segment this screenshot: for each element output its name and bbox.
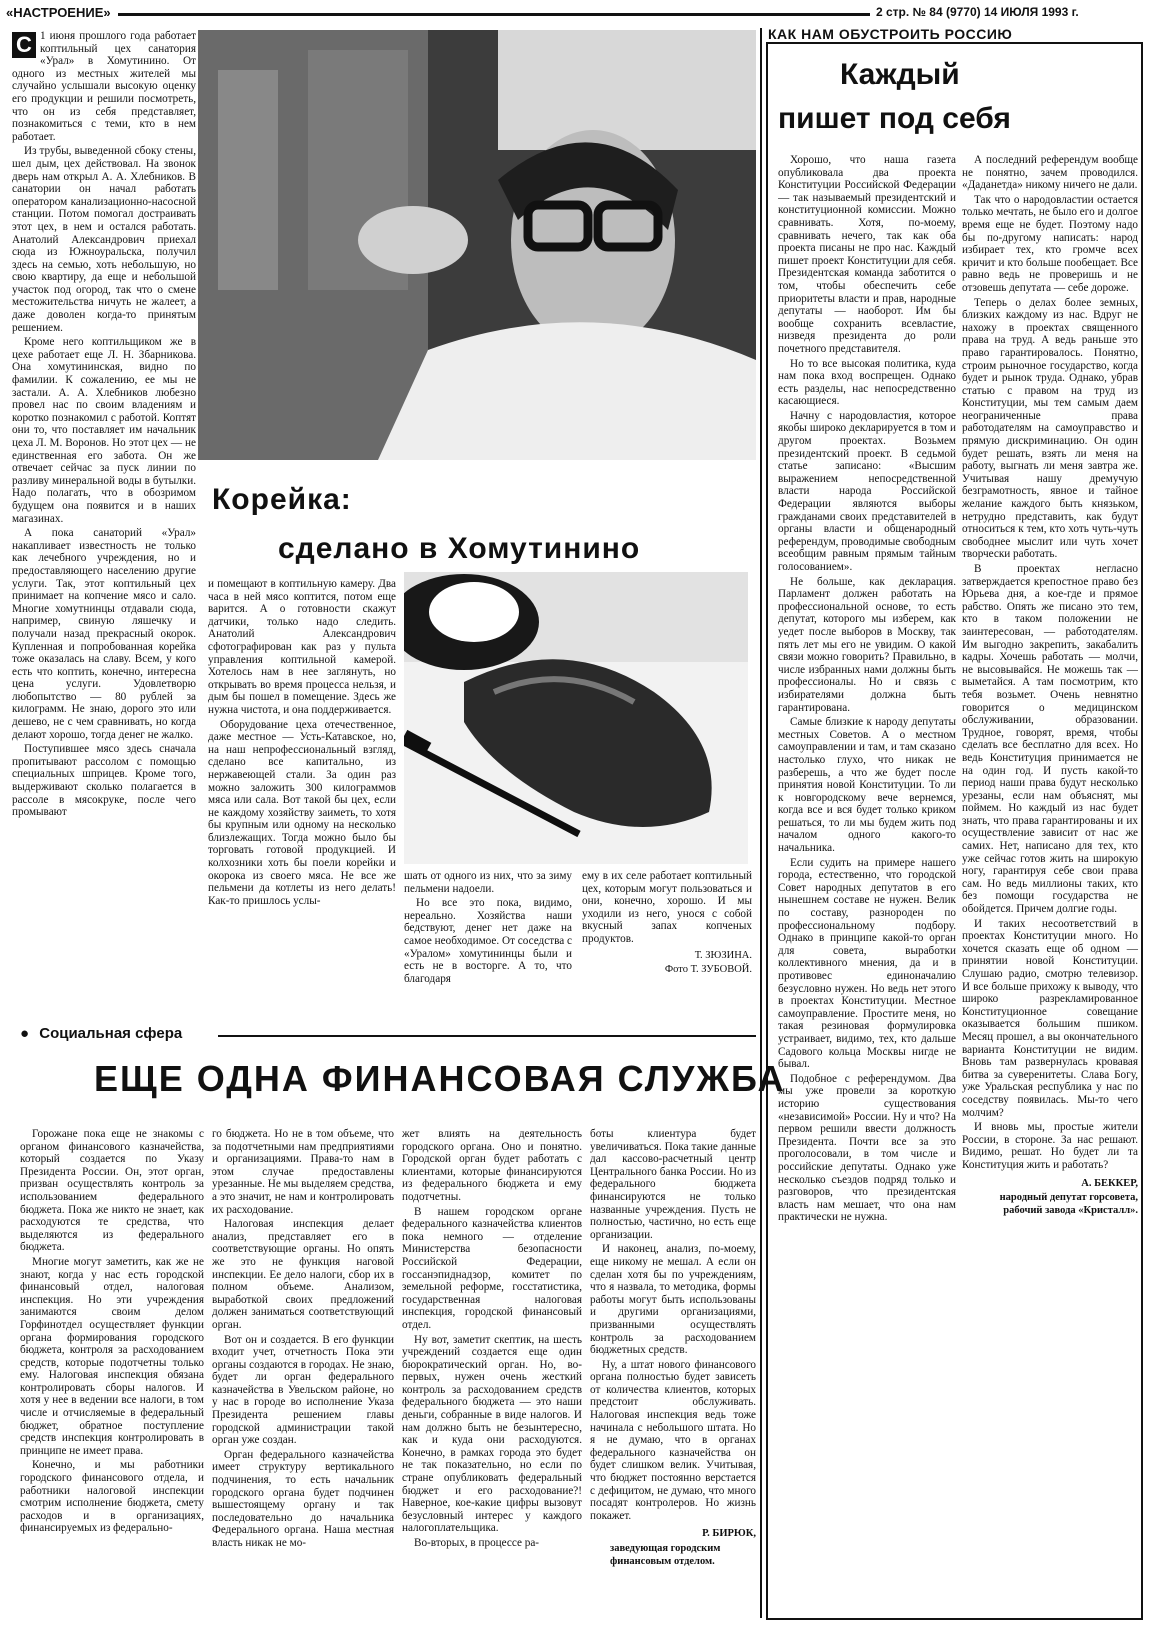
kazhdy-column-1 [778, 154, 956, 1614]
paragraph: Налоговая инспекция делает анализ, представляет его в соответствующие органы. Но опять же это не функция наговой инспекции. Ее дело налоги, сбор их в полном объеме. Анализом, выработкой своих предложений должен заниматься соответствующий орган. [212, 1218, 394, 1331]
paragraph: шать от одного из них, что за зиму пельмени надоели. [404, 870, 572, 895]
korejka-dropcap: С [12, 32, 36, 58]
photo-credit: Фото Т. ЗУБОВОЙ. [664, 964, 752, 976]
finance-rubric [20, 1025, 182, 1042]
paragraph: Хорошо, что наша газета опубликовала два проекта Конституции Российской Федерации — так называемый президентский и конституционной комиссии. Можно сравнивать. Хотя, по-моему, сравнивать нечего, так как оба проекта писаны не про нас. Каждый пишет проект Конституции для себя. Президентская команда заботится о том, чтобы обеспечить себе приоритеты власти и прав, народные депутаты — наоборот. Им бы вообще сохранить всевластие, низведя президента до роли почетного представителя. [778, 154, 956, 355]
paragraph: Оборудование цеха отечественное, даже местное — Усть-Катавское, но, на наш непрофессиональный взгляд, сделано все капитально, из нержавеющей стали. За один раз можно заложить 300 килограммов мяса или сала. Вот такой бы цех, если не каждому хозяйству заиметь, то хотя бы крупным или одному на несколько близлежащих. Тогда можно было бы торговать готовой продукцией. И колхозники хоть бы поели корейки и окорока из своего мяса. Не все же пельмени да котлеты из него делать! Как-то пришлось услы- [208, 718, 396, 907]
finance-column-2 [212, 1128, 394, 1618]
header-rule [118, 13, 870, 16]
korejka-column-2 [208, 578, 396, 983]
paragraph: Горожане пока еще не знакомы с органом финансового казначейства, который создается по Указу Президента России. Он, этот орган, призван осуществлять контроль за использованием федерального бюджета. Пока же никто не знает, как расходуются те средства, что выделяются из федерального бюджета. [20, 1128, 204, 1254]
paragraph: Если судить на примере нашего города, естественно, что городской Совет народных депутатов в его нынешнем составе не нужен. Велик по составу, разнороден по профессиональному подбору. Однако в принципе какой-то орган для совета, выработки коллективного мнения, да и в противовес единоначалию безусловно нужен. Но ведь нет этого в проектах Конституции. Местное самоуправление. Простите меня, но такая резиновая формулировка устраивает, видимо, тех, кто дальше Садового кольца Москвы нигде не бывал. [778, 856, 956, 1071]
section-label: «НАСТРОЕНИЕ» [6, 5, 111, 20]
kazhdy-column-2 [962, 154, 1138, 1614]
bullet-icon: ● [20, 1025, 30, 1042]
paragraph: Теперь о делах более земных, близких каждому из нас. Вдруг не нахожу в проектах священного права на труд. А ведь раньше это право гарантировалось. Понятно, строим рыночное государство, когда будет и рынок труда. Однако, убрав статью с правом на труд из Конституции, мы тем самым даем неограниченные права работодателям на самоуправство и прямую дискриминацию. Он один будет решать, взять ли меня на работу, выгнать ли меня завтра же. Учитывая нашу дремучую безграмотность, явное и тайное желание каждого быть князьком, нетрудно представить, как будут относиться к тем, кто хоть чуть-чуть свободнее мыслит или чуть хочет творчески работать. [962, 296, 1138, 561]
paragraph: Подобное с референдумом. Два мы уже провели за короткую историю существования «независимой» России. Ну и что? На первом решили ввести должность Президента. Почти все за это проголосовали, в том числе и российские депутаты. Однако уже несколько съездов подряд только и разговоров, что президентская власть нам мешает, что она нам практически не нужна. [778, 1072, 956, 1224]
kazhdy-author: А. БЕККЕР, [1081, 1177, 1138, 1189]
paragraph: И наконец, анализ, по-моему, еще никому не мешал. А если он сделан хотя бы по учреждениям, что я назвала, то методика, формы работы могут быть использованы и другими организациями, призванными осуществлять контроль за расходованием бюджетных средств. [590, 1243, 756, 1357]
paragraph: Ну, а штат нового финансового органа полностью будет зависеть от количества клиентов, которых предстоит обслуживать. Налоговая инспекция ведь тоже начинала с небольшого штата. Но я не думаю, что в органах федерального казначейства он будет слишком велик. Учитывая, что бюджет постоянно верстается с дефицитом, не думаю, что много посадят контролеров. Но жизнь покажет. [590, 1358, 756, 1522]
photo-operator-image [198, 30, 756, 460]
korejka-title-line1: Корейка: [212, 483, 352, 516]
kazhdy-rubric: КАК НАМ ОБУСТРОИТЬ РОССИЮ [768, 26, 1016, 42]
paragraph: И вновь мы, простые жители России, в стороне. За нас решают. Видимо, решат. Но будет ли та Конституция жить и работать? [962, 1121, 1138, 1171]
finance-author-title: заведующая городским финансовым отделом. [610, 1543, 721, 1567]
paragraph: жет влиять на деятельность городского органа. Оно и понятно. Городской орган будет работать с клиентами, которые финансируются из федерального бюджета и ему подотчетны. [402, 1128, 582, 1203]
author: Т. ЗЮЗИНА. [694, 949, 752, 961]
photo-meat-image [404, 572, 748, 864]
finance-column-1 [20, 1128, 204, 1618]
paragraph: Конечно, и мы работники городского финансового отдела, и работники налоговой инспекции смотрим исполнение бюджета, смету расходов и в организациях, финансируемых из федерально- [20, 1459, 204, 1535]
paragraph: 1 июня прошлого года работает коптильный цех санатория «Урал» в Хомутинино. От одного из местных жителей мы случайно услышали высокую оценку его продукции и решили посмотреть, что он из себя представляет, познакомиться с теми, кто в нем работает. [12, 30, 196, 143]
issue-info: 2 стр. № 84 (9770) 14 ИЮЛЯ 1993 г. [876, 5, 1079, 19]
finance-title: ЕЩЕ ОДНА ФИНАНСОВАЯ СЛУЖБА [94, 1058, 786, 1099]
paragraph: ему в их селе работает коптильный цех, которым могут пользоваться и они, конечно, хорошо. И мы уходили из него, унося с собой вкусный запах копченых продуктов. [582, 870, 752, 945]
finance-column-3 [402, 1128, 582, 1618]
paragraph: боты клиентура будет увеличиваться. Пока такие данные дал кассово-расчетный центр Центрального банка России. Но из федерального бюджета финансируются не только названные учреждения. Пусть не полностью, частично, но есть еще организации. [590, 1128, 756, 1241]
paragraph: го бюджета. Но не в том объеме, что за подотчетными нам предприятиями и организациями. Права-то нам в этом случае предоставлены урезанные. Не мы выделяем средства, а это значит, не нам и контролировать их расходование. [212, 1128, 394, 1216]
photo-operator [198, 30, 756, 460]
kazhdy-title-line2: пишет под себя [778, 102, 1011, 135]
vertical-divider [760, 28, 762, 1618]
paragraph: Начну с народовластия, которое якобы широко декларируется в том и другом проектах. Возьмем президентский проект. В седьмой статье записано: «Высшим выражением непосредственной власти народа Российской Федерации являются выборы гражданами своих представителей в органы власти и общенародный референдум, проводимые свободным всеобщим равным прямым тайным голосованием». [778, 409, 956, 573]
paragraph: А пока санаторий «Урал» накапливает известность не только как лечебного учреждения, но и предоставляющего населению другие услуги. Так, этот коптильный цех принимает на копчение мясо и сало. Многие хомутнинцы отдавали сюда, например, свиную ляшечку и получали назад прекрасный окорок. Купленная и попробованная корейка тоже оказалась на славу. Всем, у кого есть что коптить, конечно, интересна цена услуги. Удовлетворю любопытство — 80 рублей за килограмм. Не знаю, дорого это или дешево, не с чем сравнивать, но когда делают хорошо, тогда денег не жалко. [12, 527, 196, 741]
paragraph: Поступившее мясо здесь сначала пропитывают рассолом с помощью специальных шприцев. Кроме того, выдерживают сколько полагается в рассоле в мясокруке, после чего промывают [12, 743, 196, 819]
finance-column-4 [590, 1128, 756, 1618]
photo-meat [404, 572, 748, 864]
paragraph: Но все это пока, видимо, нереально. Хозяйства наши бедствуют, денег нет даже на самое необходимое. От соседства с «Уралом» хомутининцы были и есть не в восторге. А то, что благодаря [404, 897, 572, 985]
kazhdy-author-title: народный депутат горсовета, рабочий завода «Кристалл». [999, 1192, 1138, 1216]
paragraph: Но то все высокая политика, куда нам пока вход воспрещен. Однако есть разделы, нас непосредственно касающиеся. [778, 357, 956, 408]
finance-author: Р. БИРЮК, [702, 1528, 756, 1540]
paragraph: А последний референдум вообще не понятно, зачем проводился. «Даданетда» никому ничего не дали. [962, 154, 1138, 192]
korejka-column-3 [404, 870, 572, 985]
paragraph: Не больше, как декларация. Парламент должен работать на профессиональной основе, то есть депутат, которого мы изберем, как уедет после выборов в Москву, так пять лет мы его не увидим. О какой связи можно говорить? Правильно, в числе избранных нами должны быть профессионалы. Но и связь с избирателями должна быть гарантирована. [778, 575, 956, 714]
paragraph: Вот он и создается. В его функции входит учет, отчетность Пока эти органы создаются в городах. Не знаю, будет ли орган федерального казначейства в Увельском районе, но у нас в городе во исполнение Указа Президента решением главы городской администрации такой орган уже создан. [212, 1333, 394, 1447]
paragraph: В проектах негласно затверждается крепостное право без Юрьева дня, а кое-где и прямое рабство. Опять же писано это тем, кто в таком положении не заинтересован, — работодателям. Им выгодно закрепить, закабалить кадры. Хочешь работать — молчи, не высовывайся. Не можешь так — выметайся. А там посмотрим, кто тебя возьмет. Очень невнятно говорится о медицинском обслуживании, образовании. Трудное, говорят, время, чтобы сделать все бесплатно для всех. Но ведь Конституция принимается не на один год. И пусть какой-то период наши права будут несколько урезаны, если нам объяснят, мы поймем. Но каждый из нас будет знать, что права гарантированы и их осуществление зависит от нас же самих. Нет, написано для тех, кто уже сейчас готов жить на широкую ногу, гарантируя себе свои права сам. Но ведь миллионы таких, кто без помощи государства не обойдется. Причем долгие годы. [962, 563, 1138, 916]
paragraph: Из трубы, выведенной сбоку стены, шел дым, цех действовал. На звонок дверь нам открыл А. А. Хлебников. В санатории он начал работать оператором канализационно-насосной станции. Потом помогал достраивать этот цех, в нем и остался работать. Анатолий Александрович приехал сюда из Южноуральска, получил здесь на семью, хоть небольшую, но свою квартиру, да еще и небольшой участок под огород, так что о смене местожительства ничуть не жалеет, а даже доволен когда-то принятым решением. [12, 145, 196, 334]
paragraph: В нашем городском органе федерального казначейства клиентов пока немного — отделение Министерства безопасности Российской Федерации, госсанэпиднадзор, комитет по земельной реформе, госстатистика, государственная налоговая инспекция, городской финансовый отдел. [402, 1205, 582, 1331]
korejka-title-line2: сделано в Хомутинино [278, 532, 641, 565]
finance-rubric-rule [218, 1035, 756, 1037]
finance-rubric-label: Социальная сфера [39, 1025, 183, 1042]
paragraph: и помещают в коптильную камеру. Два часа в ней мясо коптится, потом еще варится. А о готовности скажут датчики, только надо следить. Анатолий Александрович сфотографирован как раз у пульта управления коптильной камерой. Хотелось нам в нее заглянуть, но открывать во время процесса нельзя, и дым бы пошел в помещение. Здесь же нужна чистота, и она поддерживается. [208, 578, 396, 716]
paragraph: Ну вот, заметит скептик, на шесть учреждений создается еще один бюрократический орган. Но, во-первых, нужен очень жесткий контроль за расходованием средств федерального бюджета — это наши деньги, собранные в виде налогов. И нам должно быть не безынтересно, как и куда они расходуются. Конечно, в рамках города это будет не так показательно, но если по стране опубликовать федеральный бюджет и его расходование?! Наверное, кое-какие цифры вызовут безусловный интерес у каждого налогоплательщика. [402, 1333, 582, 1535]
paragraph: Так что о народовластии остается только мечтать, не было его и долгое время еще не будет. Поэтому надо бы по-другому написать: народ избирает тех, кто громче всех кричит и кто больше пообещает. Все равно ведь не проверишь и не отзовешь депутата — себе дороже. [962, 193, 1138, 294]
paragraph: Самые близкие к народу депутаты местных Советов. А о местном самоуправлении и там, и там сказано настолько глухо, что никак не разберешь, а что же будет после принятия новой Конституции. То ли к новгородскому вече вернемся, когда все и вся будет только криком решаться, то ли мы будем жить под началом одного какого-то начальника. [778, 716, 956, 855]
paragraph: Многие могут заметить, как же не знают, когда у нас есть городской финансовый отдел, налоговая инспекция. Но эти учреждения занимаются своим делом Горфинотдел осуществляет функции органа формирования городского бюджета, контроля за расходованием средств, которые подотчетны только ему. Налоговая инспекция обязана контролировать сборы налогов. И хотя у нее в ведении все налоги, в том числе и отчисляемые в федеральный бюджет, обратное поступление средств инспекция контролировать в принципе не имеет права. [20, 1255, 204, 1457]
paragraph: Кроме него коптильщиком же в цехе работает еще Л. Н. Збарникова. Она хомутининская, видно по фамилии. К сожалению, ее мы не застали. А. А. Хлебников любезно провел нас по своим владениям и коротко познакомил с работой. Коптят они то, что поставляет им начальник цеха Л. М. Воронов. Но этот цех — не единственная его забота. Он же отвечает сейчас за пуск линии по разливу минеральной воды в бутылки. Надо полагать, что в обозримом будущем она появится и в наших магазинах. [12, 336, 196, 525]
paragraph: И таких несоответствий в проектах Конституции много. Но хочется сказать еще об одном — принятии новой Конституции. Слушаю радио, смотрю телевизор. И все больше прихожу к выводу, что широко разрекламированное Конституционное совещание оказывается большим пшиком. Месяц прошел, а вы окончательного варианта Конституции не видим. Вновь там развернулась кровавая битва за суверенитеты. Слава Богу, уже Уральская республика у нас по соседству появилась. Мы-то чего молчим? [962, 917, 1138, 1119]
paragraph: Во-вторых, в процессе ра- [414, 1537, 540, 1549]
korejka-column-4 [582, 870, 752, 985]
paragraph: Орган федерального казначейства имеет структуру вертикального подчинения, то есть начальник городского органа будет подчинен вышестоящему органу и так последовательно до начальника Федерального органа. Наша местная власть никак не мо- [212, 1448, 394, 1549]
korejka-column-1 [12, 30, 196, 980]
kazhdy-title-line1: Каждый [840, 58, 960, 91]
